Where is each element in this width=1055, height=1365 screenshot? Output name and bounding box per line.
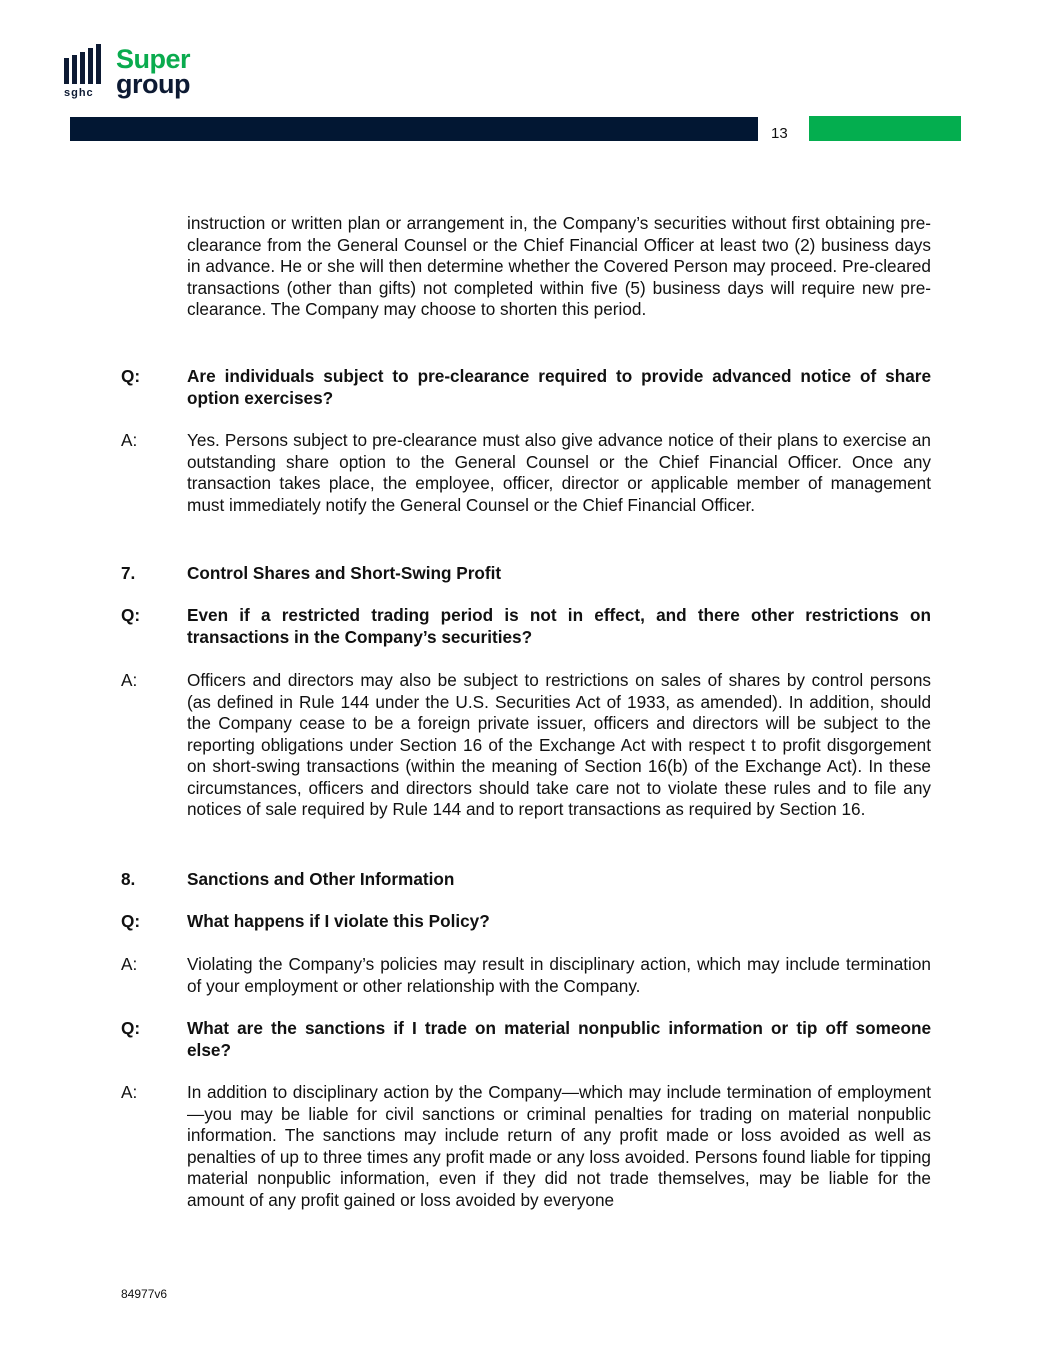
answer-sanctions: A: In addition to disciplinary action by the Company—which may include termination of employment—you may be liable for civil sanctions or criminal penalties for trading on material nonpublic information. The sanctions may include return of any profit made or loss avoided as well as penalties of up to three times any profit made or any loss avoided. Persons found liable for tipping material nonpublic information, even if they did not trade themselves, may be liable for the amount of any profit gained or loss avoided by everyone — [121, 1082, 931, 1210]
answer-violation: A: Violating the Company’s policies may result in disciplinary action, which may include termination of your employment or other relationship with the Company. — [121, 954, 931, 996]
question-other-restrictions: Q: Even if a restricted trading period is not in effect, and there other restrictions on transactions in the Company’s securities? — [121, 605, 931, 647]
page-number: 13 — [771, 125, 788, 142]
question-option-exercises: Q: Are individuals subject to pre-clearance required to provide advanced notice of share option exercises? — [121, 366, 931, 408]
section-8-heading: 8. Sanctions and Other Information — [121, 869, 455, 889]
logo-line1: Super — [116, 44, 191, 74]
section-7-heading: 7. Control Shares and Short-Swing Profit — [121, 563, 502, 583]
header-green-bar — [809, 116, 961, 141]
super-group-logo — [64, 46, 214, 102]
answer-other-restrictions: A: Officers and directors may also be subject to restrictions on sales of shares by control persons (as defined in Rule 144 under the U.S. Securities Act of 1933, as amended). In addition, should the Company cease to be a foreign private issuer, officers and directors will be subject to the reporting obligations under Section 16 of the Exchange Act with respect t to profit disgorgement on short-swing transactions (within the meaning of Section 16(b) of the Exchange Act). In these circumstances, officers and directors should take care not to violate these rules and to file any notices of sale required by Rule 144 and to report transactions as required by Section 16. — [121, 670, 931, 819]
question-sanctions: Q: What are the sanctions if I trade on material nonpublic information or tip off someone else? — [121, 1018, 931, 1060]
paragraph-continued: instruction or written plan or arrangement in, the Company’s securities without first obtaining pre-clearance from the General Counsel or the Chief Financial Officer at least two (2) business days in advance. He or she will then determine whether the Covered Person may proceed. Pre-cleared transactions (other than gifts) not completed within five (5) business days will require new pre-clearance. The Company may choose to shorten this period. — [187, 213, 931, 319]
logo-sghc: sghc — [64, 87, 94, 99]
answer-option-exercises: A: Yes. Persons subject to pre-clearance must also give advance notice of their plans to exercise an outstanding share option to the General Counsel or the Chief Financial Officer. Once any transaction takes place, the employee, officer, director or applicable member of management must immediately notify the General Counsel or the Chief Financial Officer. — [121, 430, 931, 515]
question-violation: Q: What happens if I violate this Policy? — [121, 911, 490, 931]
header-navy-bar — [70, 117, 758, 141]
footer-doc-id: 84977v6 — [121, 1287, 168, 1301]
logo-line2: group — [116, 69, 190, 99]
